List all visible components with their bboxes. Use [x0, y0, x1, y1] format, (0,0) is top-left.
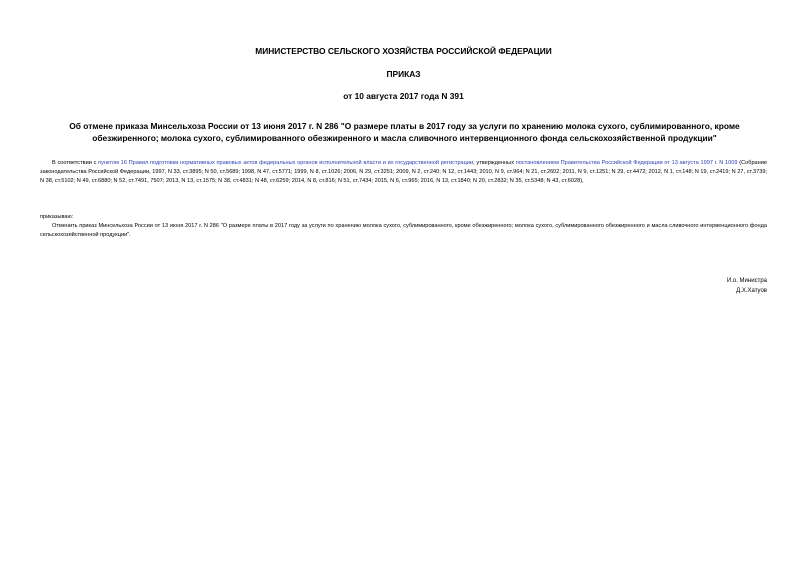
preamble-middle: , утвержденных [473, 160, 516, 166]
preamble-suffix: (Собрание законодательства Российской Федерации, 1997, N 33, ст.3895; N 50, ст.5689; 1998, N 47, ст.5771; 1999, N 8, ст.1026; 2006, N 29, ст.3251; 2009, N 2, ст.240; N 12, ст.1443; 2010, N 9, ст.964; N 21, ст.2602; 2011, N 9, ст.1251; N 29, ст.4472; 2012, N 1, ст.148; N 19, ст.2419; N 27, ст.3739; N 38, ст.5102; N 49, ст.6880; N 52, ст.7491, 7507; 2013, N 13, ст.1575; N 38, ст.4831; N 48, ст.6259; 2014, N 8, ст.816; N 51, ст.7434; 2015, N 6, ст.965; 2016, N 13, ст.1840; N 20, ст.2832; N 35, ст.5348; N 43, ст.6028), [40, 160, 767, 184]
order-word: приказываю: [40, 214, 74, 220]
government-decree-link[interactable]: постановлением Правительства Российской Федерации от 13 августа 1997 г. N 1009 [515, 160, 738, 166]
preamble-prefix: В соответствии с [52, 160, 99, 166]
signature-block [727, 276, 767, 296]
preamble-paragraph [40, 159, 767, 186]
ministry-heading: МИНИСТЕРСТВО СЕЛЬСКОГО ХОЗЯЙСТВА РОССИЙСКОЙ ФЕДЕРАЦИИ [255, 46, 552, 56]
document-type: ПРИКАЗ [386, 69, 421, 79]
rules-link[interactable]: пунктом 16 Правил подготовки нормативных правовых актов федеральных органов исполнительной власти и их государственной регистрации [98, 160, 474, 166]
document-title: Об отмене приказа Минсельхоза России от 13 июня 2017 г. N 286 "О размере платы в 2017 году за услуги по хранению молока сухого, сублимированного, кроме обезжиренного; молока сухого, сублимированного обезжиренного и масла сливочного интервенционного фонда сельскохозяйственной продукции" [69, 121, 740, 143]
order-item-paragraph: Отменить приказ Минсельхоза России от 13 июня 2017 г. N 286 "О размере платы в 2017 году за услуги по хранению молока сухого, сублимированного, кроме обезжиренного; молока сухого, сублимированного обезжиренного и масла сливочного интервенционного фонда сельскохозяйственной продукции". [40, 223, 767, 238]
signatory-position: И.о. Министра [726, 278, 767, 284]
signatory-name: Д.Х.Хатуов [736, 288, 767, 294]
document-date: от 10 августа 2017 года N 391 [343, 91, 464, 101]
